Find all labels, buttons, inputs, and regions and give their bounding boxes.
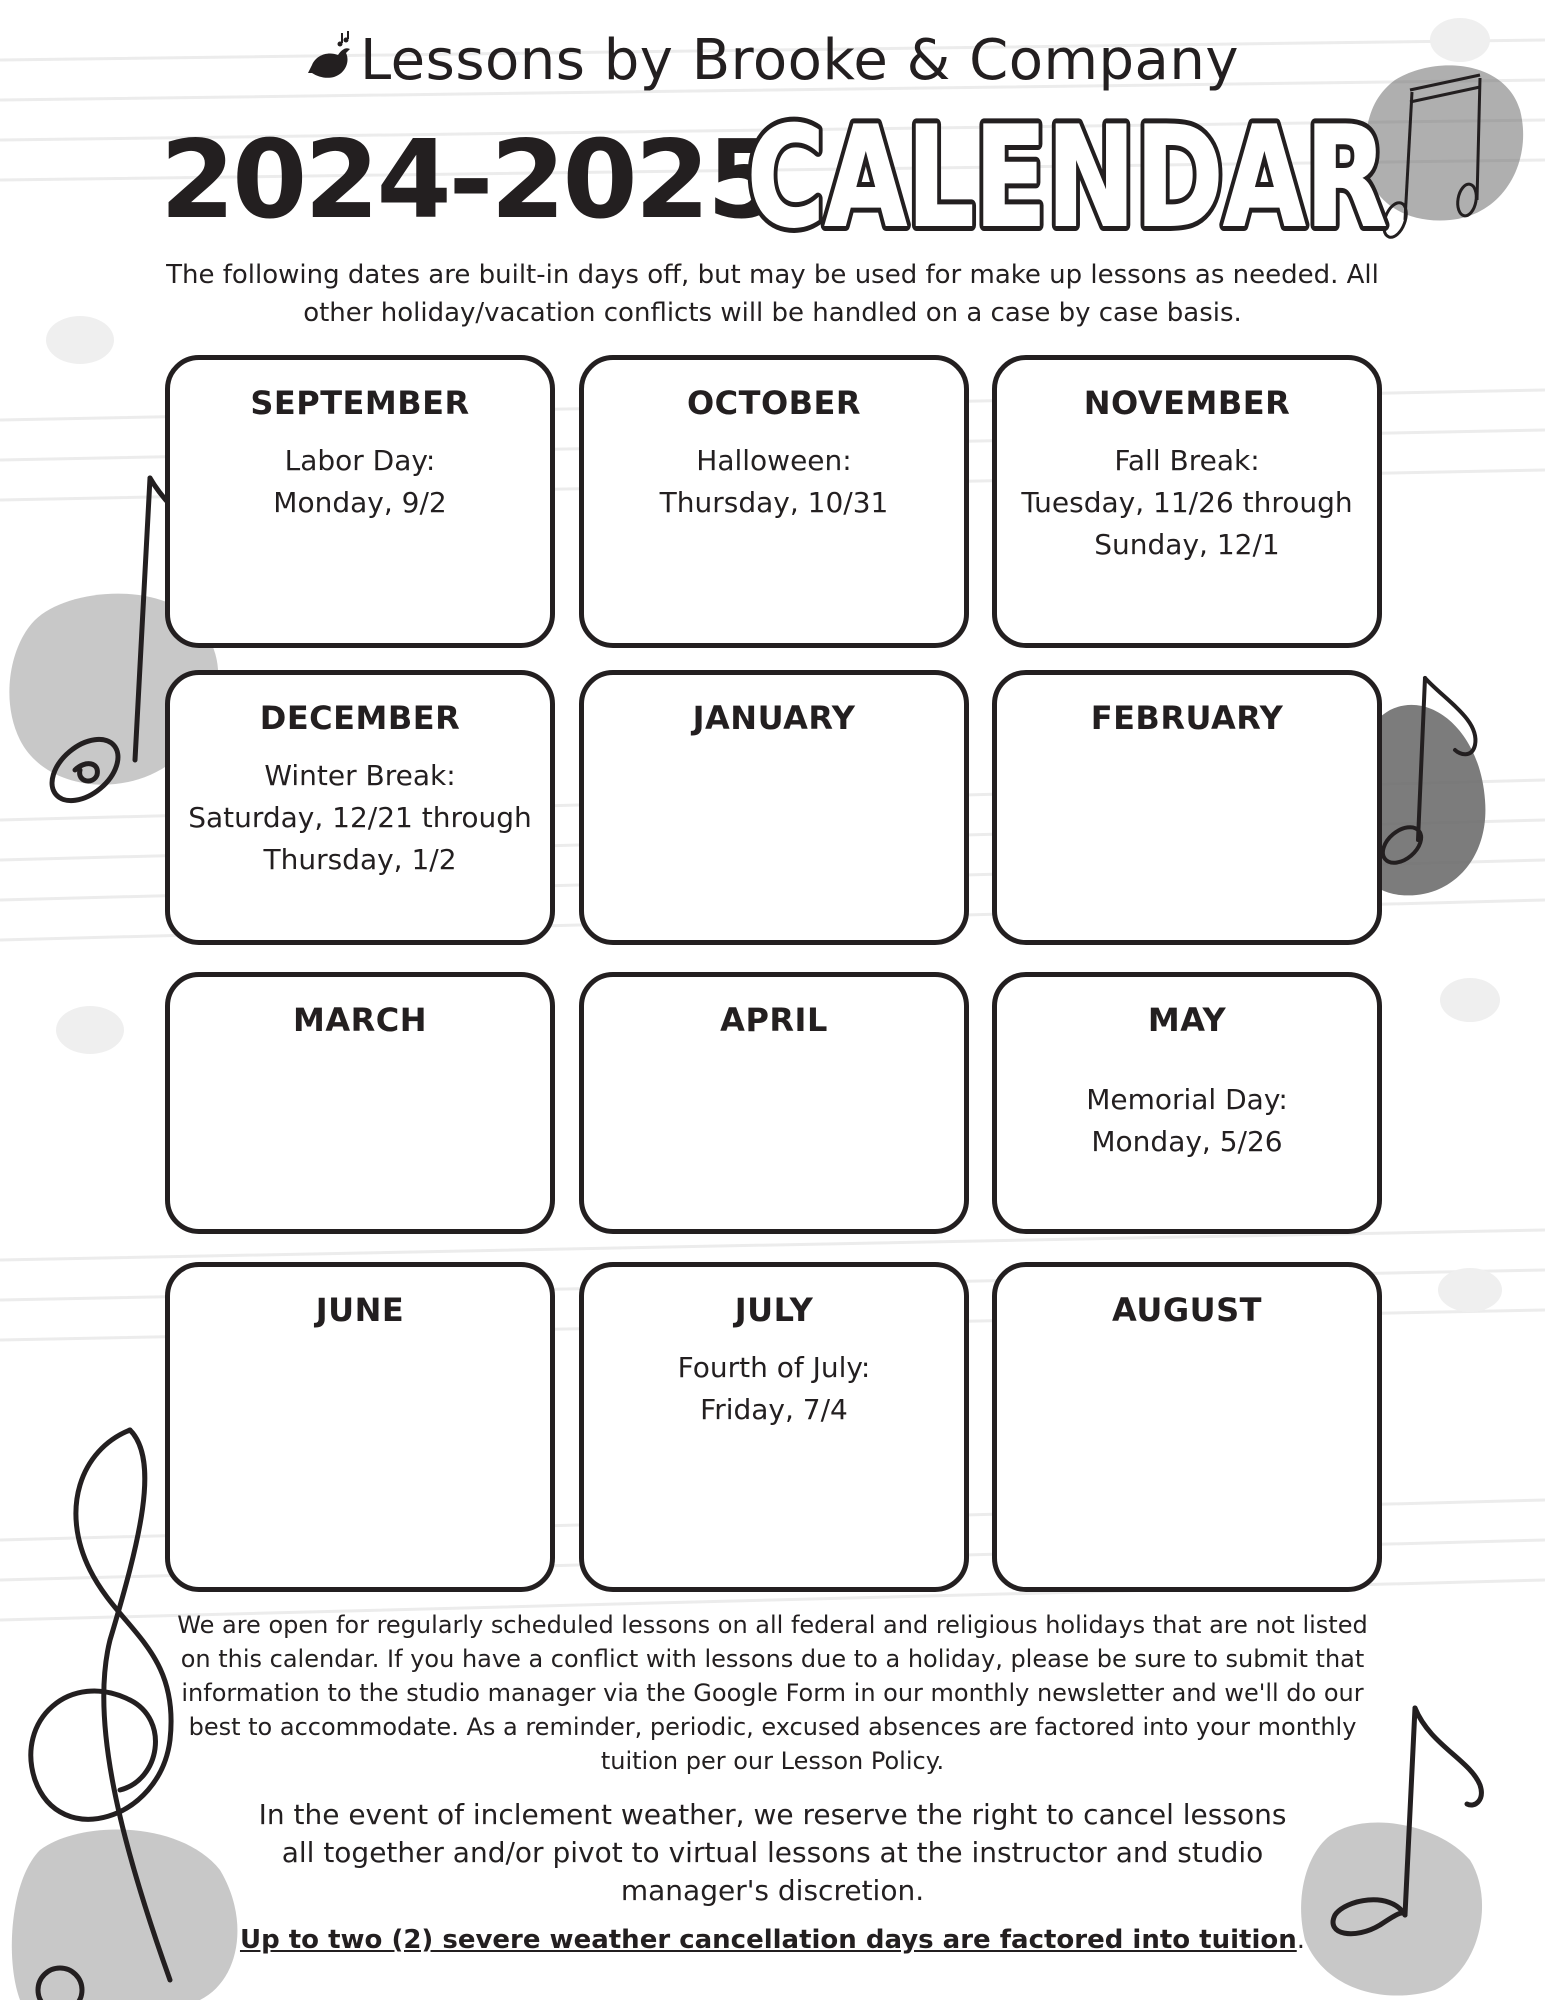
month-name: JULY <box>734 1291 814 1329</box>
brand-title <box>0 28 1545 93</box>
month-name: MAY <box>1147 1001 1227 1039</box>
month-box-february <box>992 670 1382 945</box>
weather-note-underlined: Up to two (2) severe weather cancellation days are factored into tuition <box>239 1925 1297 1955</box>
month-box-july <box>579 1262 969 1592</box>
month-name: DECEMBER <box>259 699 461 737</box>
month-box-december <box>165 670 555 945</box>
brand-name: Lessons by Brooke & Company <box>359 28 1240 93</box>
weather-paragraph: In the event of inclement weather, we reserve the right to cancel lessons all together and/or pivot to virtual lessons at the instructor and studio manager's discretion. <box>258 1798 1287 1907</box>
month-note: Memorial Day: Monday, 5/26 <box>1086 1083 1288 1158</box>
holidays-paragraph: We are open for regularly scheduled lessons on all federal and religious holidays that are not listed on this calendar. If you have a conflict with lessons due to a holiday, please be sure to submit that information to the studio manager via the Google Form in our monthly newsletter and we'll do our best to accommodate. As a reminder, periodic, excused absences are factored into your monthly tuition per our Lesson Policy. <box>177 1611 1368 1775</box>
month-name: FEBRUARY <box>1090 699 1284 737</box>
calendar-word-highlight: CALENDAR <box>747 100 1387 245</box>
intro-text: The following dates are built-in days off, but may be used for make up lessons as needed. All other holiday/vacation conflicts will be handled on a case by case basis. <box>166 260 1379 328</box>
calendar-word: CALENDAR <box>747 100 1387 245</box>
month-note: Winter Break: Saturday, 12/21 through Thursday, 1/2 <box>188 759 532 876</box>
month-box-march <box>165 972 555 1234</box>
month-name: SEPTEMBER <box>250 384 470 422</box>
year-range: 2024-2025 <box>160 118 779 243</box>
month-name: JANUARY <box>692 699 856 737</box>
month-box-january <box>579 670 969 945</box>
month-note: Fall Break: Tuesday, 11/26 through Sunday, 12/1 <box>1021 444 1353 561</box>
month-note: Fourth of July: Friday, 7/4 <box>677 1351 871 1426</box>
month-note: Labor Day: Monday, 9/2 <box>273 444 447 519</box>
bird-icon <box>306 29 356 85</box>
weather-note-end: . <box>1296 1925 1306 1955</box>
month-box-june <box>165 1262 555 1592</box>
month-name: JUNE <box>315 1291 405 1329</box>
month-box-november <box>992 355 1382 648</box>
weather-note <box>0 1925 1545 1955</box>
calendar-heading <box>742 100 1392 245</box>
month-box-april <box>579 972 969 1234</box>
month-box-october <box>579 355 969 648</box>
month-note: Halloween: Thursday, 10/31 <box>659 444 889 519</box>
month-name: NOVEMBER <box>1083 384 1291 422</box>
month-box-may <box>992 972 1382 1234</box>
month-name: OCTOBER <box>686 384 862 422</box>
month-name: MARCH <box>292 1001 427 1039</box>
month-name: APRIL <box>720 1001 828 1039</box>
month-name: AUGUST <box>1112 1291 1262 1329</box>
month-box-september <box>165 355 555 648</box>
month-box-august <box>992 1262 1382 1592</box>
